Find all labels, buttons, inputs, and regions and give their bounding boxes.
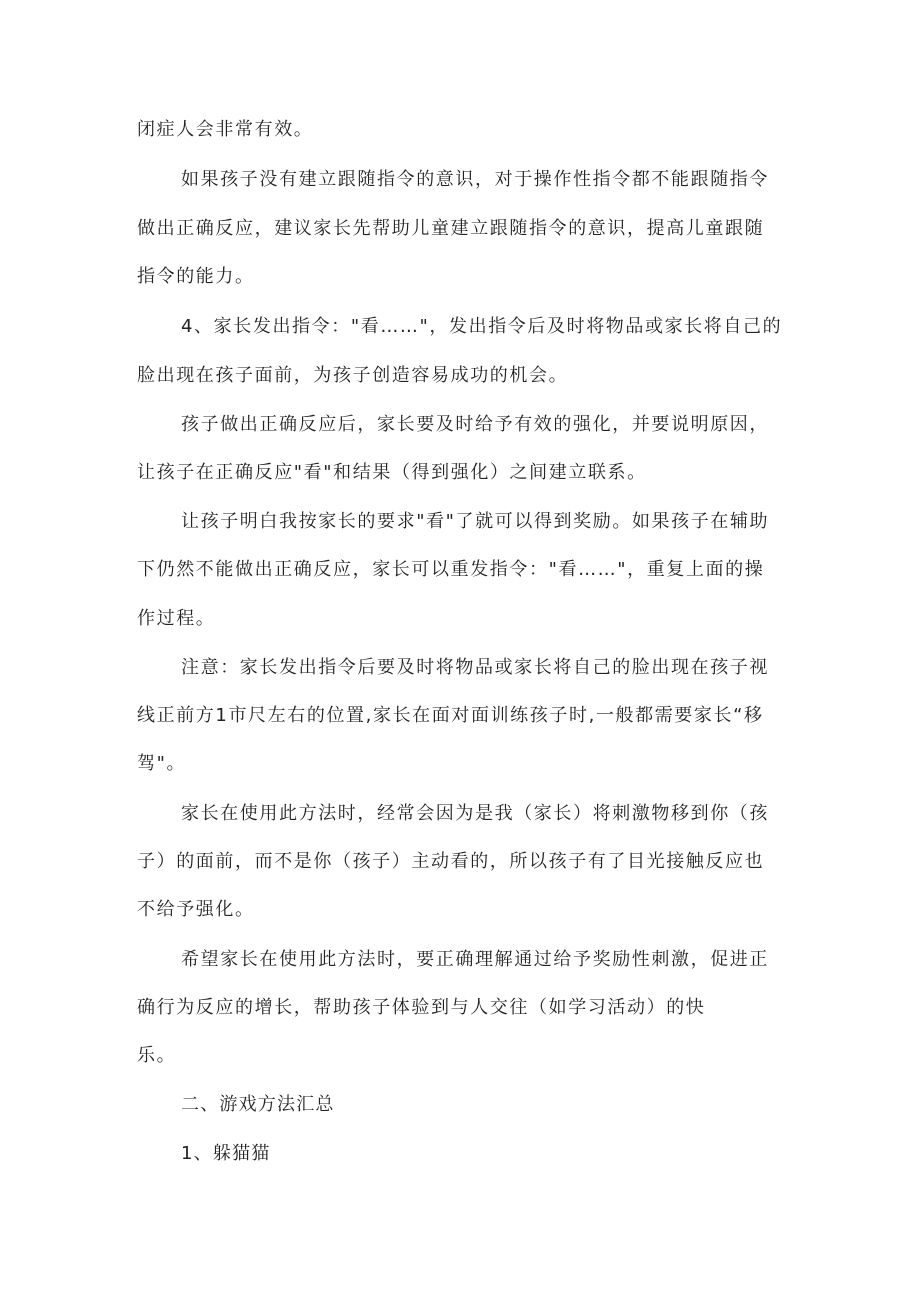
paragraph-line: 注意：家长发出指令后要及时将物品或家长将自己的脸出现在孩子视	[181, 657, 769, 678]
paragraph-line: 指令的能力。	[137, 266, 255, 287]
paragraph-line: 如果孩子没有建立跟随指令的意识，对于操作性指令都不能跟随指令	[181, 169, 769, 190]
subsection-heading: 1、躲猫猫	[181, 1143, 271, 1164]
paragraph-line: 驾"。	[137, 753, 187, 774]
paragraph-line: 做出正确反应，建议家长先帮助儿童建立跟随指令的意识，提高儿童跟随	[137, 218, 765, 239]
paragraph-line: 下仍然不能做出正确反应，家长可以重发指令："看……"，重复上面的操	[137, 559, 765, 580]
section-heading: 二、游戏方法汇总	[181, 1094, 335, 1115]
paragraph-line: 让孩子在正确反应"看"和结果（得到强化）之间建立联系。	[137, 462, 647, 483]
paragraph-line: 让孩子明白我按家长的要求"看"了就可以得到奖励。如果孩子在辅助	[181, 511, 770, 532]
paragraph-line: 作过程。	[137, 608, 216, 629]
paragraph-line: 闭症人会非常有效。	[137, 119, 314, 140]
paragraph-line: 子）的面前，而不是你（孩子）主动看的，所以孩子有了目光接触反应也	[137, 851, 765, 872]
paragraph-line: 线正前方1市尺左右的位置,家长在面对面训练孩子时,一般都需要家长“移	[137, 705, 764, 726]
paragraph-line: 脸出现在孩子面前，为孩子创造容易成功的机会。	[137, 365, 569, 386]
paragraph-line: 不给予强化。	[137, 899, 255, 920]
paragraph-line: 4、家长发出指令："看……"，发出指令后及时将物品或家长将自己的	[181, 316, 783, 337]
paragraph-line: 乐。	[137, 1045, 177, 1066]
paragraph-line: 确行为反应的增长，帮助孩子体验到与人交往（如学习活动）的快	[137, 997, 706, 1018]
paragraph-line: 希望家长在使用此方法时，要正确理解通过给予奖励性刺激，促进正	[181, 949, 769, 970]
paragraph-line: 孩子做出正确反应后，家长要及时给予有效的强化，并要说明原因，	[181, 414, 769, 435]
paragraph-line: 家长在使用此方法时，经常会因为是我（家长）将刺激物移到你（孩	[181, 803, 769, 824]
